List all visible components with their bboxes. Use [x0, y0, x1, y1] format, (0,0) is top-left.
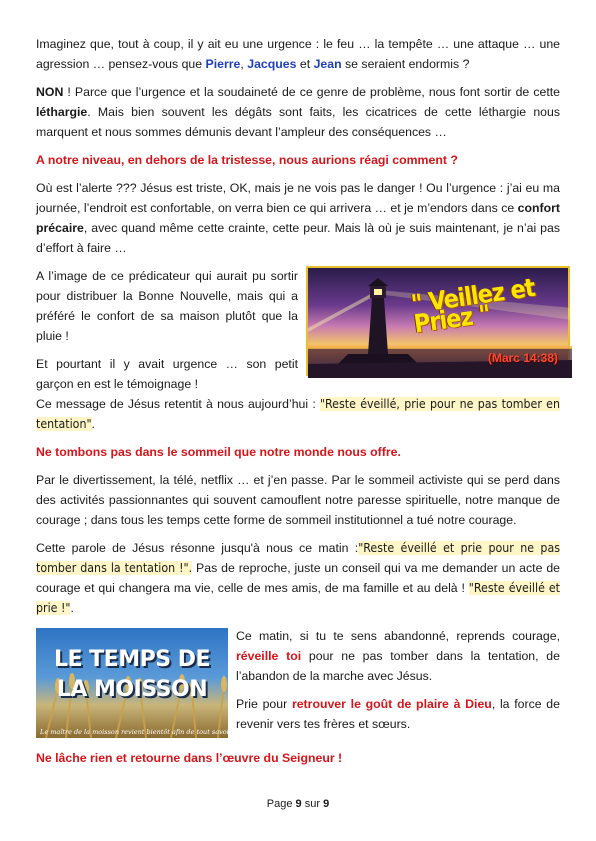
heading-question: A notre niveau, en dehors de la tristesse, nous aurions réagi comment ?	[36, 153, 458, 167]
moisson-section	[36, 626, 560, 744]
quote-tentation: "Reste éveillé et prie pour ne pas tomber dans la tentation !".	[36, 541, 560, 575]
paragraph-non	[36, 82, 560, 142]
text: et	[296, 57, 314, 71]
paragraph-parole	[36, 538, 560, 618]
emphasis-confort: confort précaire	[36, 201, 560, 235]
text: .	[70, 601, 74, 615]
text: se seraient endormis ?	[341, 57, 470, 71]
text: Ce message de Jésus retentit à nous aujourd’hui :	[36, 397, 320, 411]
text: . Mais bien souvent les dégâts sont faits, les cicatrices de cette léthargie nous marquent et nous sommes démunis devant l’ampleur des conséquences …	[36, 105, 560, 139]
name-pierre: Pierre	[205, 57, 241, 71]
moisson-title-line2: LA MOISSON	[56, 677, 208, 702]
heading-ne-lache-rien: Ne lâche rien et retourne dans l’œuvre du Seigneur !	[36, 751, 343, 765]
lighthouse-title: " Veillez et Priez "	[409, 272, 537, 339]
emphasis-reveille-toi: réveille toi	[236, 649, 302, 663]
page-total: 9	[323, 798, 330, 810]
name-jean: Jean	[313, 57, 342, 71]
paragraph-reprends-courage	[236, 626, 560, 686]
text: pour ne pas tomber dans la tentation, de l’abandon de la marche avec Jésus.	[236, 649, 560, 683]
moisson-side-text	[236, 626, 560, 742]
moisson-title-line1: LE TEMPS DE	[53, 647, 211, 672]
text: Imaginez que, tout à coup, il y ait eu une urgence : le feu … la tempête … une attaque … une agression … pensez-vous que	[36, 37, 560, 71]
lighthouse-reference: (Marc 14:38)	[487, 351, 558, 365]
moisson-image	[36, 628, 249, 738]
quote-reste-eveille: "Reste éveillé, prie pour ne pas tomber en tentation"	[36, 397, 560, 431]
paragraph-prie	[236, 694, 560, 734]
text: Ce matin, si tu te sens abandonné, reprends courage,	[236, 629, 560, 643]
emphasis-lethargie: léthargie	[36, 105, 88, 119]
text: .	[91, 417, 95, 431]
text: Cette parole de Jésus résonne jusqu'à nous ce matin :	[36, 541, 359, 555]
text: ,	[240, 57, 248, 71]
text: ! Parce que l’urgence et la soudaineté de ce genre de problème, nous font sortir de cette	[63, 85, 560, 99]
text: , avec quand même cette crainte, cette peur. Mais là où je suis maintenant, je n’ai pas d’effort à faire …	[36, 221, 560, 255]
emphasis-non: NON	[36, 85, 64, 99]
lighthouse-section	[36, 266, 560, 390]
paragraph-urgence: Et pourtant il y avait urgence … son petit garçon en est le témoignage !	[36, 357, 298, 391]
text: Pas de reproche, juste un conseil qui va me demander un acte de courage et qui changera ma vie, celle de mes amis, de ma famille et au delà !	[36, 561, 560, 595]
paragraph-intro	[36, 34, 560, 74]
text: , la force de revenir vers tes frères et sœurs.	[236, 697, 560, 731]
text: Prie pour	[236, 697, 292, 711]
text: sur	[301, 798, 324, 810]
name-jacques: Jacques	[247, 57, 297, 71]
page-number: 9	[295, 798, 302, 810]
lighthouse-side-text	[36, 266, 298, 402]
emphasis-gout-plaire: retrouver le goût de plaire à Dieu	[291, 697, 492, 711]
page-footer	[0, 794, 596, 814]
lighthouse-image	[306, 266, 570, 376]
paragraph-divertissement: Par le divertissement, la télé, netflix … et j’en passe. Par le sommeil activiste qui se perd dans des activités passionnantes qui souvent camouflent notre paresse spirituelle, notre manque de courage ; dans tous les temps cette forme de sommeil institutionnel a tué notre courage.	[36, 473, 560, 527]
text: Où est l’alerte ??? Jésus est triste, OK, mais je ne vois pas le danger ! Ou l’urgence : j’ai eu ma journée, l’endroit est confortable, on verra bien ce qui arrivera … et je m’endors dans ce	[36, 181, 560, 215]
heading-sommeil: Ne tombons pas dans le sommeil que notre monde nous offre.	[36, 445, 401, 459]
quote-reste-eveille-prie: "Reste éveillé et prie !"	[36, 581, 560, 615]
moisson-caption: Le maître de la moisson revient bientôt afin de tout savoir de...	[40, 728, 249, 736]
document-page	[36, 34, 560, 776]
text: Page	[266, 798, 296, 810]
paragraph-predicateur: A l’image de ce prédicateur qui aurait pu sortir pour distribuer la Bonne Nouvelle, mais qui a préféré le confort de sa maison plutôt que la pluie !	[36, 269, 298, 343]
paragraph-alerte	[36, 178, 560, 258]
